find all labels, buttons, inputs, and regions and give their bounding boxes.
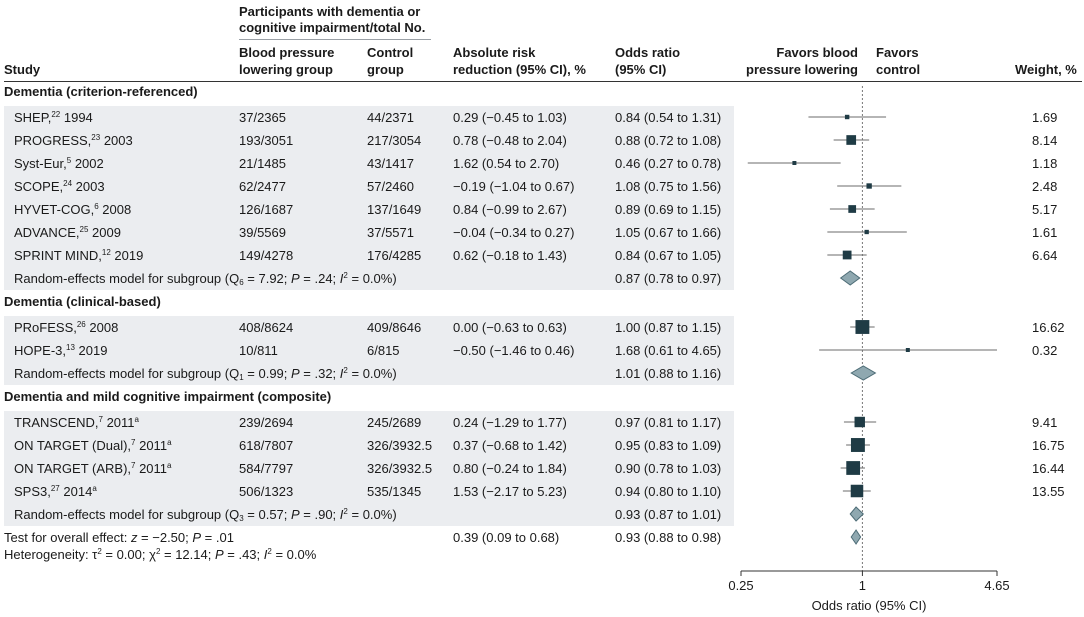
arr-header-line2: reduction (95% CI), % bbox=[453, 62, 586, 77]
control-events: 176/4285 bbox=[367, 248, 422, 263]
bp-events: 506/1323 bbox=[239, 484, 294, 499]
arr-value: 0.78 (−0.48 to 2.04) bbox=[453, 133, 567, 148]
point-estimate-marker bbox=[792, 161, 796, 165]
point-estimate-marker bbox=[866, 183, 871, 188]
or-value: 1.00 (0.87 to 1.15) bbox=[615, 320, 722, 335]
group-title-composite: Dementia and mild cognitive impairment (composite) bbox=[4, 389, 332, 404]
group-title-criterion: Dementia (criterion-referenced) bbox=[4, 84, 198, 99]
bp-group-header-line2: lowering group bbox=[239, 62, 333, 77]
or-value: 0.84 (0.67 to 1.05) bbox=[615, 248, 722, 263]
or-value: 0.97 (0.81 to 1.17) bbox=[615, 415, 722, 430]
arr-value: 0.24 (−1.29 to 1.77) bbox=[453, 415, 567, 430]
favors-control-line1: Favors bbox=[876, 45, 919, 60]
study-label: ON TARGET (Dual),$^7$ 2011$^a$ bbox=[14, 438, 172, 453]
control-events: 37/5571 bbox=[367, 225, 414, 240]
arr-value: −0.04 (−0.34 to 0.27) bbox=[453, 225, 575, 240]
bp-group-header-line1: Blood pressure bbox=[239, 45, 335, 60]
study-label: PRoFESS,$^{26}$ 2008 bbox=[14, 320, 119, 335]
or-value: 0.84 (0.54 to 1.31) bbox=[615, 110, 722, 125]
bp-events: 39/5569 bbox=[239, 225, 286, 240]
weight-value: 16.44 bbox=[1032, 461, 1065, 476]
bp-events: 239/2694 bbox=[239, 415, 294, 430]
weight-value: 16.75 bbox=[1032, 438, 1065, 453]
control-header-line2: group bbox=[367, 62, 404, 77]
bp-events: 584/7797 bbox=[239, 461, 294, 476]
study-label: ON TARGET (ARB),$^7$ 2011$^a$ bbox=[14, 461, 172, 476]
or-value: 0.89 (0.69 to 1.15) bbox=[615, 202, 722, 217]
study-label: TRANSCEND,$^7$ 2011$^a$ bbox=[14, 415, 139, 430]
weight-header: Weight, % bbox=[1015, 62, 1077, 77]
study-label: Syst-Eur,$^5$ 2002 bbox=[14, 156, 104, 171]
arr-header-line1: Absolute risk bbox=[453, 45, 536, 60]
weight-value: 8.14 bbox=[1032, 133, 1058, 148]
or-value: 0.46 (0.27 to 0.78) bbox=[615, 156, 722, 171]
weight-value: 1.61 bbox=[1032, 225, 1058, 240]
pooled-or-value: 1.01 (0.88 to 1.16) bbox=[615, 366, 722, 381]
control-events: 6/815 bbox=[367, 343, 400, 358]
or-value: 1.08 (0.75 to 1.56) bbox=[615, 179, 722, 194]
point-estimate-marker bbox=[851, 485, 864, 498]
point-estimate-marker bbox=[855, 320, 869, 334]
weight-value: 2.48 bbox=[1032, 179, 1058, 194]
weight-value: 9.41 bbox=[1032, 415, 1058, 430]
bp-events: 10/811 bbox=[239, 343, 278, 358]
point-estimate-marker bbox=[848, 205, 856, 213]
study-label: HYVET-COG,$^6$ 2008 bbox=[14, 202, 132, 217]
participants-header-line2: cognitive impairment/total No. bbox=[239, 20, 426, 35]
x-tick-label: 4.65 bbox=[984, 578, 1010, 593]
arr-value: 1.53 (−2.17 to 5.23) bbox=[453, 484, 567, 499]
control-events: 409/8646 bbox=[367, 320, 422, 335]
overall-arr-value: 0.39 (0.09 to 0.68) bbox=[453, 530, 560, 545]
pooled-label: Random-effects model for subgroup ($Q_1 = 0.99$; P = .32; $I^2 = 0.0\%$) bbox=[14, 366, 397, 382]
bp-events: 62/2477 bbox=[239, 179, 286, 194]
arr-value: 0.00 (−0.63 to 0.63) bbox=[453, 320, 567, 335]
or-value: 0.95 (0.83 to 1.09) bbox=[615, 438, 722, 453]
control-events: 57/2460 bbox=[367, 179, 414, 194]
point-estimate-marker bbox=[851, 438, 865, 452]
point-estimate-marker bbox=[906, 348, 910, 352]
favors-control-line2: control bbox=[876, 62, 921, 77]
weight-value: 6.64 bbox=[1032, 248, 1058, 263]
bp-events: 37/2365 bbox=[239, 110, 286, 125]
weight-value: 0.32 bbox=[1032, 343, 1058, 358]
group-title-clinical: Dementia (clinical-based) bbox=[4, 294, 161, 309]
pooled-label: Random-effects model for subgroup ($Q_6 = 7.92$; P = .24; $I^2 = 0.0\%$) bbox=[14, 271, 397, 287]
bp-events: 618/7807 bbox=[239, 438, 294, 453]
control-header-line1: Control bbox=[367, 45, 414, 60]
or-value: 1.05 (0.67 to 1.66) bbox=[615, 225, 722, 240]
participants-header-line1: Participants with dementia or bbox=[239, 4, 421, 19]
or-header-line2: (95% CI) bbox=[615, 62, 667, 77]
study-label: ADVANCE,$^{25}$ 2009 bbox=[14, 225, 121, 240]
arr-value: −0.19 (−1.04 to 0.67) bbox=[453, 179, 575, 194]
arr-value: 0.80 (−0.24 to 1.84) bbox=[453, 461, 567, 476]
or-value: 0.94 (0.80 to 1.10) bbox=[615, 484, 722, 499]
point-estimate-marker bbox=[846, 135, 856, 145]
or-value: 1.68 (0.61 to 4.65) bbox=[615, 343, 722, 358]
weight-value: 16.62 bbox=[1032, 320, 1065, 335]
arr-value: −0.50 (−1.46 to 0.46) bbox=[453, 343, 575, 358]
bp-events: 21/1485 bbox=[239, 156, 286, 171]
study-label: SPRINT MIND,$^{12}$ 2019 bbox=[14, 248, 144, 263]
favors-bp-line2: pressure lowering bbox=[746, 62, 858, 77]
control-events: 326/3932.5 bbox=[367, 461, 433, 476]
weight-value: 13.55 bbox=[1032, 484, 1065, 499]
pooled-label: Random-effects model for subgroup ($Q_3 = 0.57$; P = .90; $I^2 = 0.0\%$) bbox=[14, 507, 397, 523]
pooled-or-value: 0.87 (0.78 to 0.97) bbox=[615, 271, 722, 286]
study-label: SHEP,$^{22}$ 1994 bbox=[14, 110, 93, 125]
study-label: PROGRESS,$^{23}$ 2003 bbox=[14, 133, 133, 148]
study-header: Study bbox=[4, 62, 41, 77]
point-estimate-marker bbox=[843, 251, 852, 260]
control-events: 245/2689 bbox=[367, 415, 422, 430]
weight-value: 5.17 bbox=[1032, 202, 1058, 217]
arr-value: 0.37 (−0.68 to 1.42) bbox=[453, 438, 567, 453]
control-events: 44/2371 bbox=[367, 110, 414, 125]
arr-value: 0.62 (−0.18 to 1.43) bbox=[453, 248, 567, 263]
point-estimate-marker bbox=[846, 461, 860, 475]
bp-events: 149/4278 bbox=[239, 248, 294, 263]
point-estimate-marker bbox=[845, 115, 849, 119]
x-tick-label: 1 bbox=[858, 578, 867, 593]
study-label: SCOPE,$^{24}$ 2003 bbox=[14, 179, 105, 194]
x-axis-label: Odds ratio (95% CI) bbox=[811, 598, 927, 613]
arr-value: 0.84 (−0.99 to 2.67) bbox=[453, 202, 567, 217]
overall-test-label: Test for overall effect: z = −2.50; P = .01 bbox=[4, 530, 234, 545]
arr-value: 1.62 (0.54 to 2.70) bbox=[453, 156, 560, 171]
control-events: 217/3054 bbox=[367, 133, 422, 148]
study-label: HOPE-3,13 2019 bbox=[14, 343, 108, 358]
study-label: SPS3,27 2014$^a$ bbox=[14, 484, 97, 499]
or-header-line1: Odds ratio bbox=[615, 45, 681, 60]
pooled-diamond bbox=[851, 366, 875, 380]
bp-events: 126/1687 bbox=[239, 202, 294, 217]
point-estimate-marker bbox=[855, 417, 865, 427]
or-value: 0.90 (0.78 to 1.03) bbox=[615, 461, 722, 476]
pooled-diamond bbox=[850, 507, 863, 521]
control-events: 326/3932.5 bbox=[367, 438, 433, 453]
weight-value: 1.69 bbox=[1032, 110, 1058, 125]
overall-or-value: 0.93 (0.88 to 0.98) bbox=[615, 530, 722, 545]
pooled-diamond bbox=[841, 271, 860, 285]
or-value: 0.88 (0.72 to 1.08) bbox=[615, 133, 722, 148]
favors-bp-line1: Favors blood bbox=[776, 45, 858, 60]
heterogeneity-label: Heterogeneity: $\tau^2 = 0.00$; $\chi^2 = 12.14$; P = .43; $I^2 = 0.0\%$ bbox=[4, 547, 317, 562]
bp-events: 408/8624 bbox=[239, 320, 294, 335]
x-tick-label: 0.25 bbox=[728, 578, 754, 593]
arr-value: 0.29 (−0.45 to 1.03) bbox=[453, 110, 567, 125]
control-events: 137/1649 bbox=[367, 202, 422, 217]
pooled-or-value: 0.93 (0.87 to 1.01) bbox=[615, 507, 722, 522]
pooled-diamond bbox=[851, 530, 860, 544]
weight-value: 1.18 bbox=[1032, 156, 1058, 171]
point-estimate-marker bbox=[865, 230, 869, 234]
bp-events: 193/3051 bbox=[239, 133, 294, 148]
control-events: 535/1345 bbox=[367, 484, 422, 499]
control-events: 43/1417 bbox=[367, 156, 414, 171]
